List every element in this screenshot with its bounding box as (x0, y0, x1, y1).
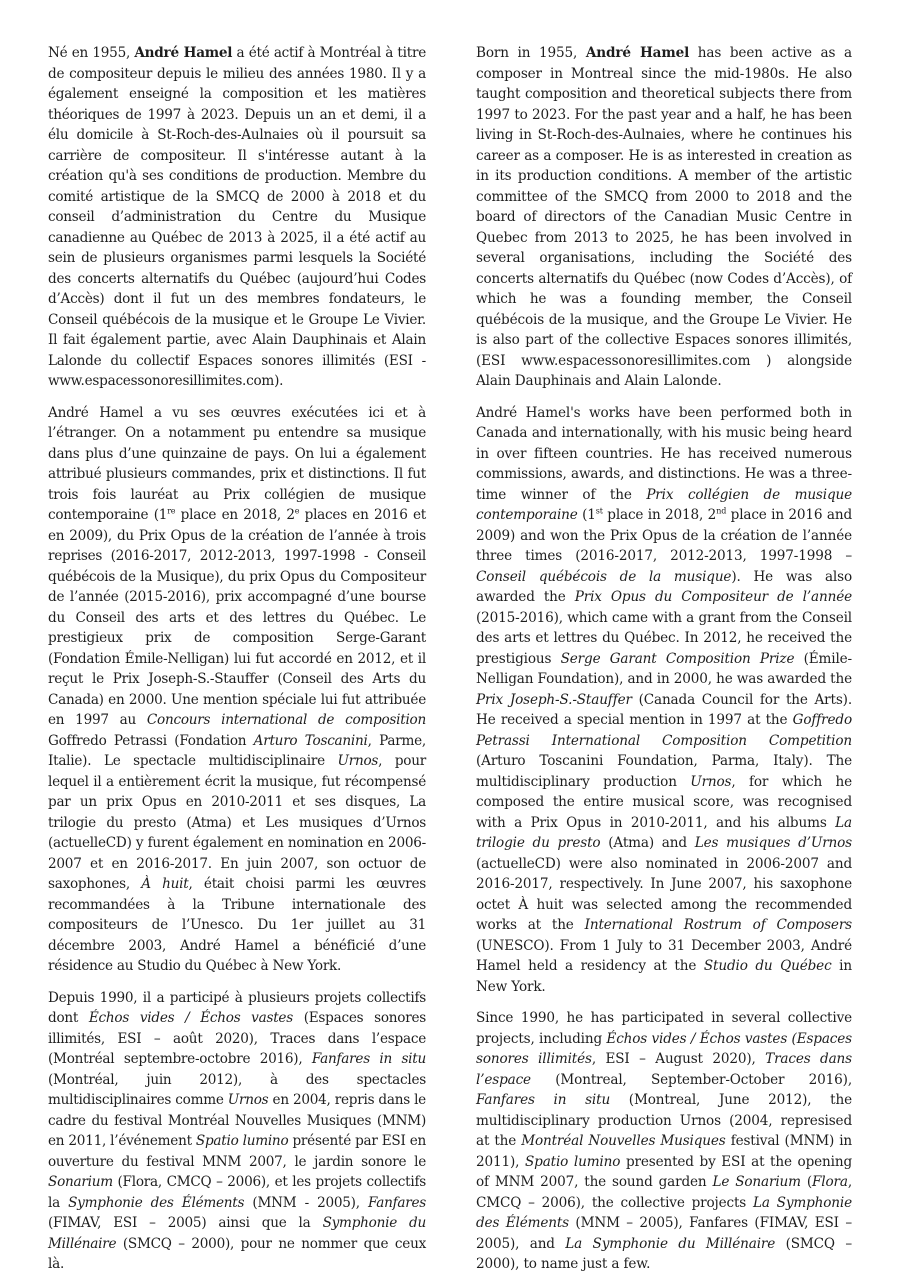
en-bio-paragraph-1: Born in 1955, André Hamel has been active as a composer in Montreal since the mid-1980s. He also taught composition and theoretical subjects there from 1997 to 2023. For the past year and a half, he has been living in St-Roch-des-Aulnaies, where he continues his career as a composer. He is as interested in creation as in its production conditions. A member of the artistic committee of the SMCQ from 2000 to 2018 and the board of directors of the Canadian Music Centre in Quebec from 2013 to 2025, he has been involved in several organisations, including the Société des concerts alternatifs du Québec (now Codes d’Accès), of which he was a founding member, the Conseil québécois de la musique, and the Groupe Le Vivier. He is also part of the collective Espaces sonores illimités, (ESI www.espacessonoresillimites.com ) alongside Alain Dauphinais and Alain Lalonde. (476, 45, 852, 389)
fr-bio-paragraph-1: Né en 1955, André Hamel a été actif à Montréal à titre de compositeur depuis le milieu des années 1980. Il y a également enseigné la composition et les matières théoriques de 1997 à 2023. Depuis un an et demi, il a élu domicile à St-Roch-des-Aulnaies où il poursuit sa carrière de compositeur. Il s'intéresse autant à la création qu'à ses conditions de production. Membre du comité artistique de la SMCQ de 2000 à 2018 et du conseil d’administration du Centre du Musique canadienne au Québec de 2013 à 2025, il a été actif au sein de plusieurs organismes parmi lesquels la Société des concerts alternatifs du Québec (aujourd’hui Codes d’Accès) dont il fut un des membres fondateurs, le Conseil québécois de la musique et le Groupe Le Vivier. Il fait également partie, avec Alain Dauphinais et Alain Lalonde du collectif Espaces sonores illimités (ESI - www.espacessonoresillimites.com). (48, 45, 426, 389)
french-column (48, 43, 426, 1286)
fr-bio-paragraph-3: Depuis 1990, il a participé à plusieurs projets collectifs dont Échos vides / Échos vastes (Espaces sonores illimités, ESI – août 2020), Traces dans l’espace (Montréal septembre-octobre 2016), Fanfares in situ (Montréal, juin 2012), à des spectacles multidisciplinaires comme Urnos en 2004, repris dans le cadre du festival Montréal Nouvelles Musiques (MNM) en 2011, l’événement Spatio lumino présenté par ESI en ouverture du festival MNM 2007, le jardin sonore le Sonarium (Flora, CMCQ – 2006), et les projets collectifs la Symphonie des Éléments (MNM - 2005), Fanfares (FIMAV, ESI – 2005) ainsi que la Symphonie du Millénaire (SMCQ – 2000), pour ne nommer que ceux là. (48, 989, 426, 1272)
en-bio-paragraph-3: Since 1990, he has participated in several collective projects, including Échos vides / Échos vastes (Espaces sonores illimités, ESI – August 2020), Traces dans l’espace (Montreal, September-October 2016), Fanfares in situ (Montreal, June 2012), the multidisciplinary production Urnos (2004, represised at the Montréal Nouvelles Musiques festival (MNM) in 2011), Spatio lumino presented by ESI at the opening of MNM 2007, the sound garden Le Sonarium (Flora, CMCQ – 2006), the collective projects La Symphonie des Éléments (MNM – 2005), Fanfares (FIMAV, ESI – 2005), and La Symphonie du Millénaire (SMCQ – 2000), to name just a few. (476, 1010, 853, 1272)
composer-name: André Hamel (134, 45, 233, 61)
composer-name: André Hamel (585, 45, 690, 61)
en-bio-paragraph-2: André Hamel's works have been performed both in Canada and internationally, with his music being heard in over fifteen countries. He has received numerous commissions, awards, and distinctions. He was a three-time winner of the Prix collégien de musique contemporaine (1st place in 2018, 2nd place in 2016 and 2009) and won the Prix Opus de la création de l’année three times (2016-2017, 2012-2013, 1997-1998 – Conseil québécois de la musique). He was also awarded the Prix Opus du Compositeur de l’année (2015-2016), which came with a grant from the Conseil des arts et lettres du Québec. In 2012, he received the prestigious Serge Garant Composition Prize (Émile-Nelligan Foundation), and in 2000, he was awarded the Prix Joseph-S.-Stauffer (Canada Council for the Arts). He received a special mention in 1997 at the Goffredo Petrassi International Composition Competition (Arturo Toscanini Foundation, Parma, Italy). The multidisciplinary production Urnos, for which he composed the entire musical score, was recognised with a Prix Opus in 2010-2011, and his albums La trilogie du presto (Atma) and Les musiques d’Urnos (actuelleCD) were also nominated in 2006-2007 and 2016-2017, respectively. In June 2007, his saxophone octet À huit was selected among the recommended works at the International Rostrum of Composers (UNESCO). From 1 July to 31 December 2003, André Hamel held a residency at the Studio du Québec in New York. (476, 404, 853, 995)
fr-bio-paragraph-2: André Hamel a vu ses œuvres exécutées ici et à l’étranger. On a notamment pu entendre sa musique dans plus d’une quinzaine de pays. On lui a également attribué plusieurs commandes, prix et distinctions. Il fut trois fois lauréat au Prix collégien de musique contemporaine (1re place en 2018, 2e places en 2016 et en 2009), du Prix Opus de la création de l’année à trois reprises (2016-2017, 2012-2013, 1997-1998 - Conseil québécois de la Musique), du prix Opus du Compositeur de l’année (2015-2016), prix accompagné d’une bourse du Conseil des arts et des lettres du Québec. Le prestigieux prix de composition Serge-Garant (Fondation Émile-Nelligan) lui fut accordé en 2012, et il reçut le Prix Joseph-S.-Stauffer (Conseil des Arts du Canada) en 2000. Une mention spéciale lui fut attribuée en 1997 au Concours international de composition Goffredo Petrassi (Fondation Arturo Toscanini, Parme, Italie). Le spectacle multidisciplinaire Urnos, pour lequel il a entièrement écrit la musique, fut récompensé par un prix Opus en 2010-2011 et ses disques, La trilogie du presto (Atma) et Les musiques d’Urnos (actuelleCD) y furent également en nomination en 2006-2007 et en 2016-2017. En juin 2007, son octuor de saxophones, À huit, était choisi parmi les œuvres recommandées à la Tribune internationale des compositeurs de l’Unesco. Du 1er juillet au 31 décembre 2003, André Hamel a bénéficié d’une résidence au Studio du Québec à New York. (48, 404, 426, 974)
english-column (476, 43, 852, 1286)
